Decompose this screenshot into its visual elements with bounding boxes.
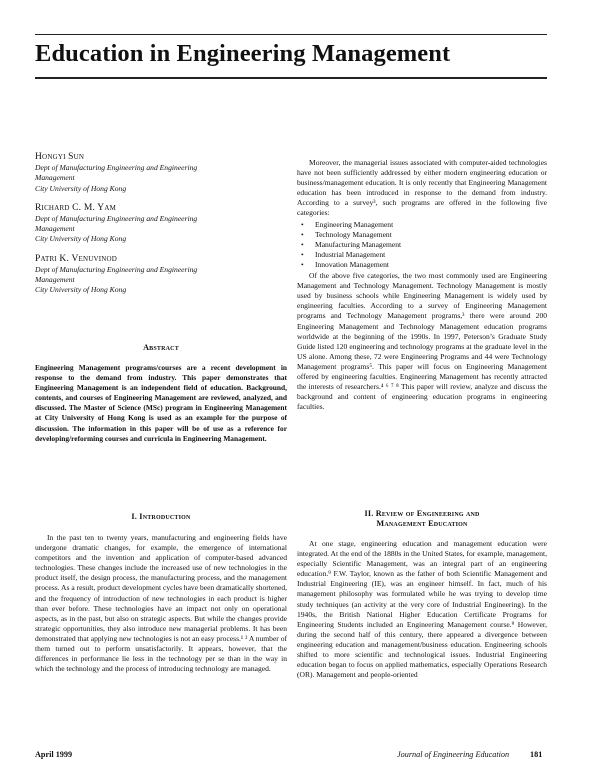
author-2 <box>35 203 287 245</box>
author-name: Patri K. Venuvinod <box>35 253 118 264</box>
abstract-heading: Abstract <box>143 343 179 352</box>
issue-date: April 1999 <box>35 750 73 759</box>
right-para-1: Moreover, the managerial issues associated with computer-aided technologies have not been sufficiently addressed by either modern engineering education or business/management education. It is only recently that Engineering Management education has been introduced in response to the demand from industry. According to a survey³, such programs are offered in the following five categories: <box>297 158 547 218</box>
author-affiliation: Dept of Manufacturing Engineering and Engineering Management City University of Hong Kong <box>35 163 198 193</box>
right-column-text <box>297 158 547 412</box>
list-item: • Technology Management <box>301 229 392 239</box>
review-heading: II. Review of Engineering and Management Education <box>364 509 480 528</box>
list-item: • Engineering Management <box>301 219 394 229</box>
author-1 <box>35 152 287 194</box>
title-rule <box>35 77 547 79</box>
paper-title: Education in Engineering Management <box>35 40 451 67</box>
author-block <box>35 152 287 305</box>
right-para-2: Of the above five categories, the two most commonly used are Engineering Management and Technology Management. Technology Management is mostly used by business schools while Engineering Management is widely used by engineering faculties. According to a survey of Engineering Management programs and Technology Management programs,³ there were around 200 Engineering Management and Technology Management education programs worldwide at the beginning of the 1990s. In 1997, Peterson’s Graduate Study Guide listed 120 engineering and technology programs at the graduate level in the US alone. Among these, 72 were Engineering Programs and 44 were Technology Management programs⁵. This paper will focus on Engineering Management offered by engineering faculties. Engineering Management has recently attracted the interests of researchers.⁴ ⁶ ⁷ ⁸ This paper will review, analyze and discuss the background and content of engineering education programs in engineering faculties. <box>297 271 547 412</box>
introduction-body: In the past ten to twenty years, manufacturing and engineering fields have undergone dramatic changes, for example, the emergence of international competitors and the invention and application of computer-based advanced technologies. These changes include the increased use of new technologies in the product itself, the design process, the manufacturing process, and the management process. As a result, product development cycles have been dramatically shortened, and the frequency of introduction of new technologies in each product is higher than ever before. These technologies have an impact not only on operational aspects, as in the past, but also on strategic aspects. But while the changes provide strategic opportunities, they also introduce new managerial problems. It has been demonstrated that applying new technologies is not an easy process.¹ ² A number of them turned out to perform unsatisfactorily. It appears, however, that the differences in performance lie less in the technology per se than in the way in which the technology and the process of introducing technology are managed. <box>35 533 287 674</box>
journal-name: Journal of Engineering Education <box>397 750 510 759</box>
program-category-list <box>297 220 547 270</box>
top-rule <box>35 34 547 35</box>
author-name: Hongyi Sun <box>35 152 85 162</box>
review-section <box>297 509 547 680</box>
list-item: • Manufacturing Management <box>301 239 402 249</box>
page-number: 181 <box>530 750 543 759</box>
introduction-section <box>35 512 287 674</box>
author-3 <box>35 254 287 296</box>
author-affiliation: Dept of Manufacturing Engineering and Engineering Management City University of Hong Kong <box>35 264 198 295</box>
list-item: • Innovation Management <box>301 259 389 269</box>
author-affiliation: Dept of Manufacturing Engineering and Engineering Management City University of Hong Kong <box>35 213 198 244</box>
abstract-section <box>35 343 287 444</box>
introduction-heading: I. Introduction <box>131 512 191 521</box>
review-body: At one stage, engineering education and management education were integrated. At the end of the 1880s in the United States, for example, management, especially Scientific Management, was an integral part of an engineering education.⁹ F.W. Taylor, known as the father of both Scientific Management and Industrial Engineering (IE), was an engineer himself. In fact, much of his management philosophy was formulated while he was trying to develop time study techniques (an activity at the very core of Industrial Engineering). In the 1940s, the British National Higher Education Certificate Programs for Engineering Students included an Engineering Management course.⁹ However, during the second half of this century, there appeared a divergence between engineering education and management/business education. Engineering schools shifted to more scientific and technological issues. Industrial Engineering education began to focus on applied mathematics, especially Operations Research (OR). Management and people-oriented <box>297 539 547 680</box>
abstract-body: Engineering Management programs/courses are a recent development in response to the demand from industry. This paper demonstrates that Engineering Management is an independent field of education. Background, contents, and courses of Engineering Management are reviewed, analyzed, and discussed. The Master of Science (MSc) program in Engineering Management at City University of Hong Kong is used as an example for the purpose of discussion. The information in this paper will be of use as a reference for developing/reforming courses and curricula in Engineering Management. <box>35 363 287 443</box>
list-item: • Industrial Management <box>301 249 386 259</box>
author-name: Richard C. M. Yam <box>35 202 117 213</box>
